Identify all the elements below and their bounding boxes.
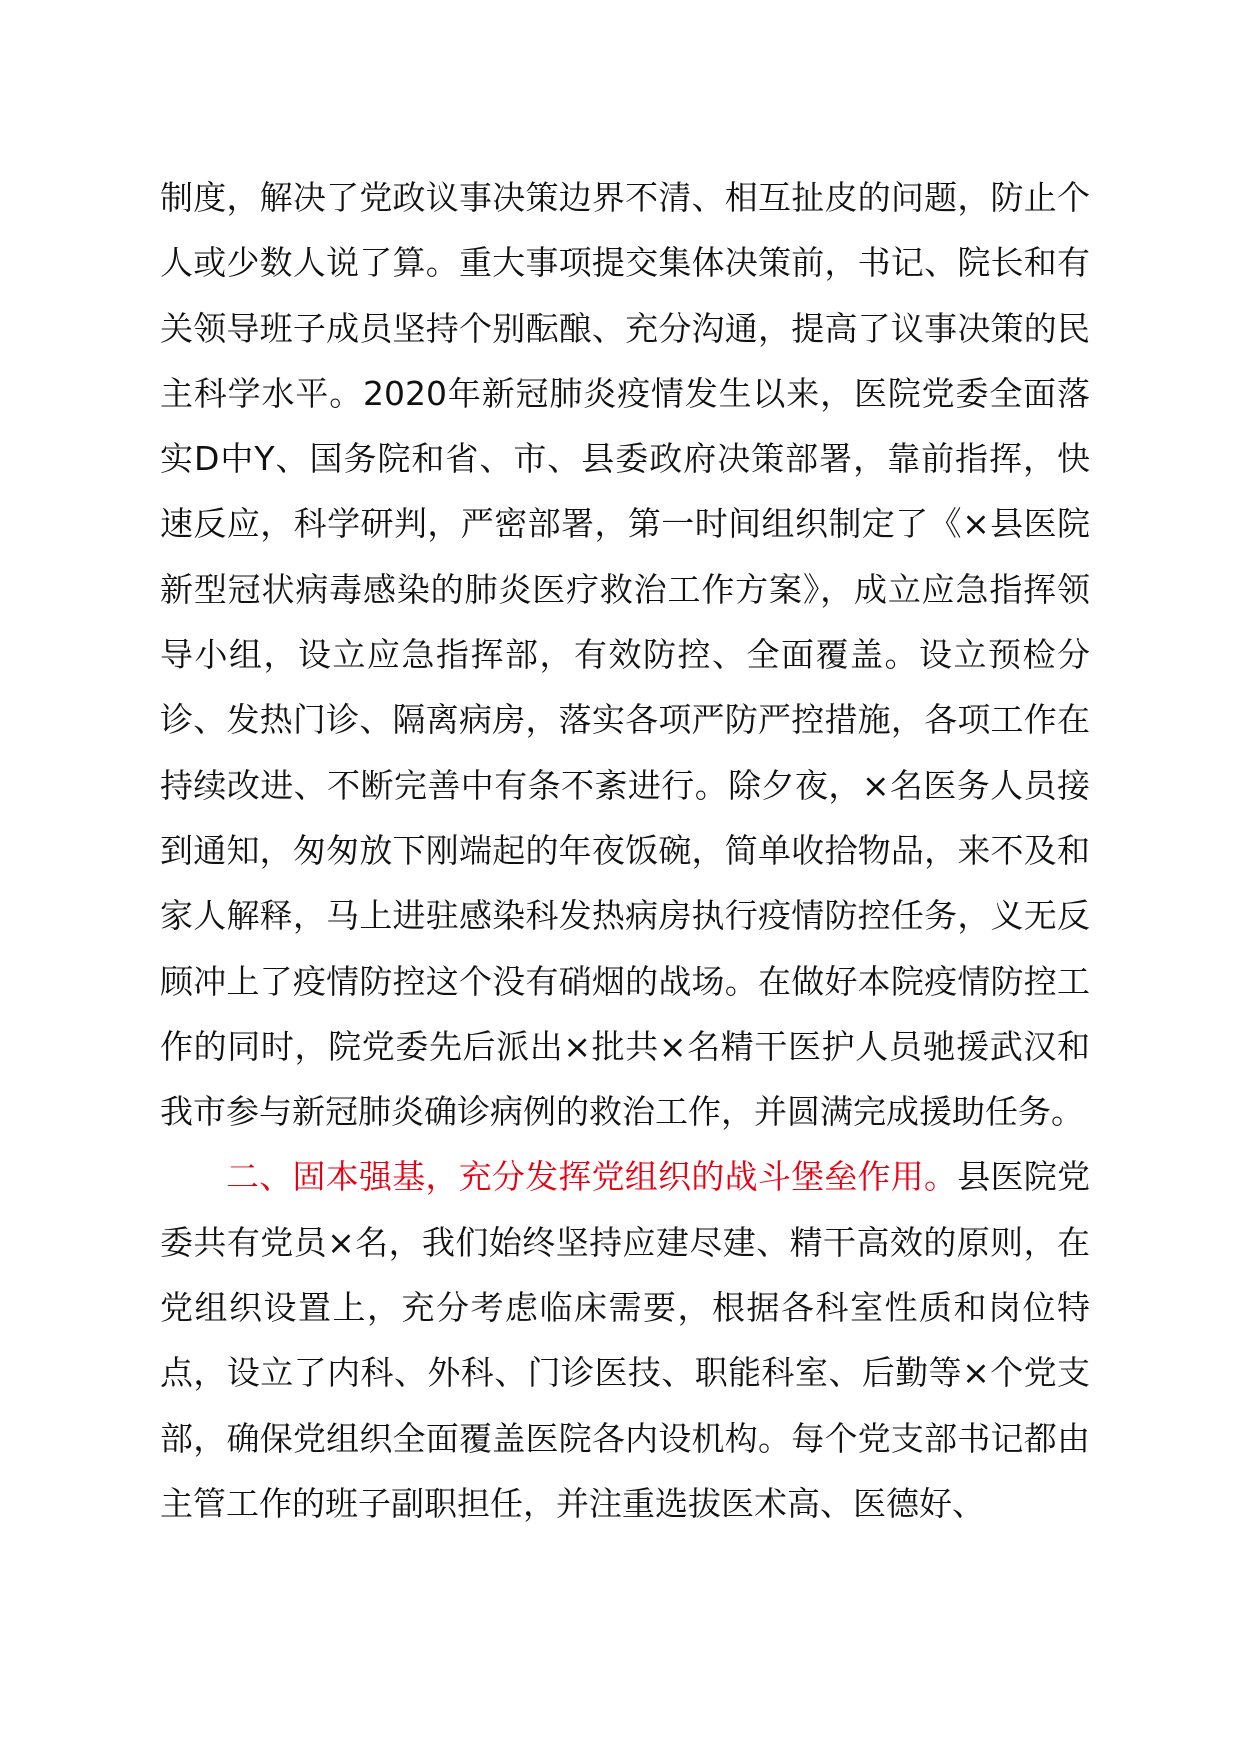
section-2-body: 县医院党委共有党员×名，我们始终坚持应建尽建、精干高效的原则，在党组织设置上，充分考虑临床需要，根据各科室性质和岗位特点，设立了内科、外科、门诊医技、职能科室、后勤等×个党支部，确保党组织全面覆盖医院各内设机构。每个党支部书记都由主管工作的班子副职担任，并注重选拔医术高、医德好、 — [160, 1157, 1091, 1523]
paragraph-continuation: 制度，解决了党政议事决策边界不清、相互扯皮的问题，防止个人或少数人说了算。重大事项提交集体决策前，书记、院长和有关领导班子成员坚持个别酝酿、充分沟通，提高了议事决策的民主科学水平。2020年新冠肺炎疫情发生以来，医院党委全面落实D中Y、国务院和省、市、县委政府决策部署，靠前指挥，快速反应，科学研判，严密部署，第一时间组织制定了《×县医院新型冠状病毒感染的肺炎医疗救治工作方案》，成立应急指挥领导小组，设立应急指挥部，有效防控、全面覆盖。设立预检分诊、发热门诊、隔离病房，落实各项严防严控措施，各项工作在持续改进、不断完善中有条不紊进行。除夕夜，×名医务人员接到通知，匆匆放下刚端起的年夜饭碗，简单收拾物品，来不及和家人解释，马上进驻感染科发热病房执行疫情防控任务，义无反顾冲上了疫情防控这个没有硝烟的战场。在做好本院疫情防控工作的同时，院党委先后派出×批共×名精干医护人员驰援武汉和我市参与新冠肺炎确诊病例的救治工作，并圆满完成援助任务。 — [160, 178, 1090, 1132]
section-2-paragraph — [160, 1144, 1090, 1536]
document-body — [160, 165, 1090, 1536]
section-2-heading: 二、固本强基，充分发挥党组织的战斗堡垒作用。 — [226, 1157, 958, 1197]
